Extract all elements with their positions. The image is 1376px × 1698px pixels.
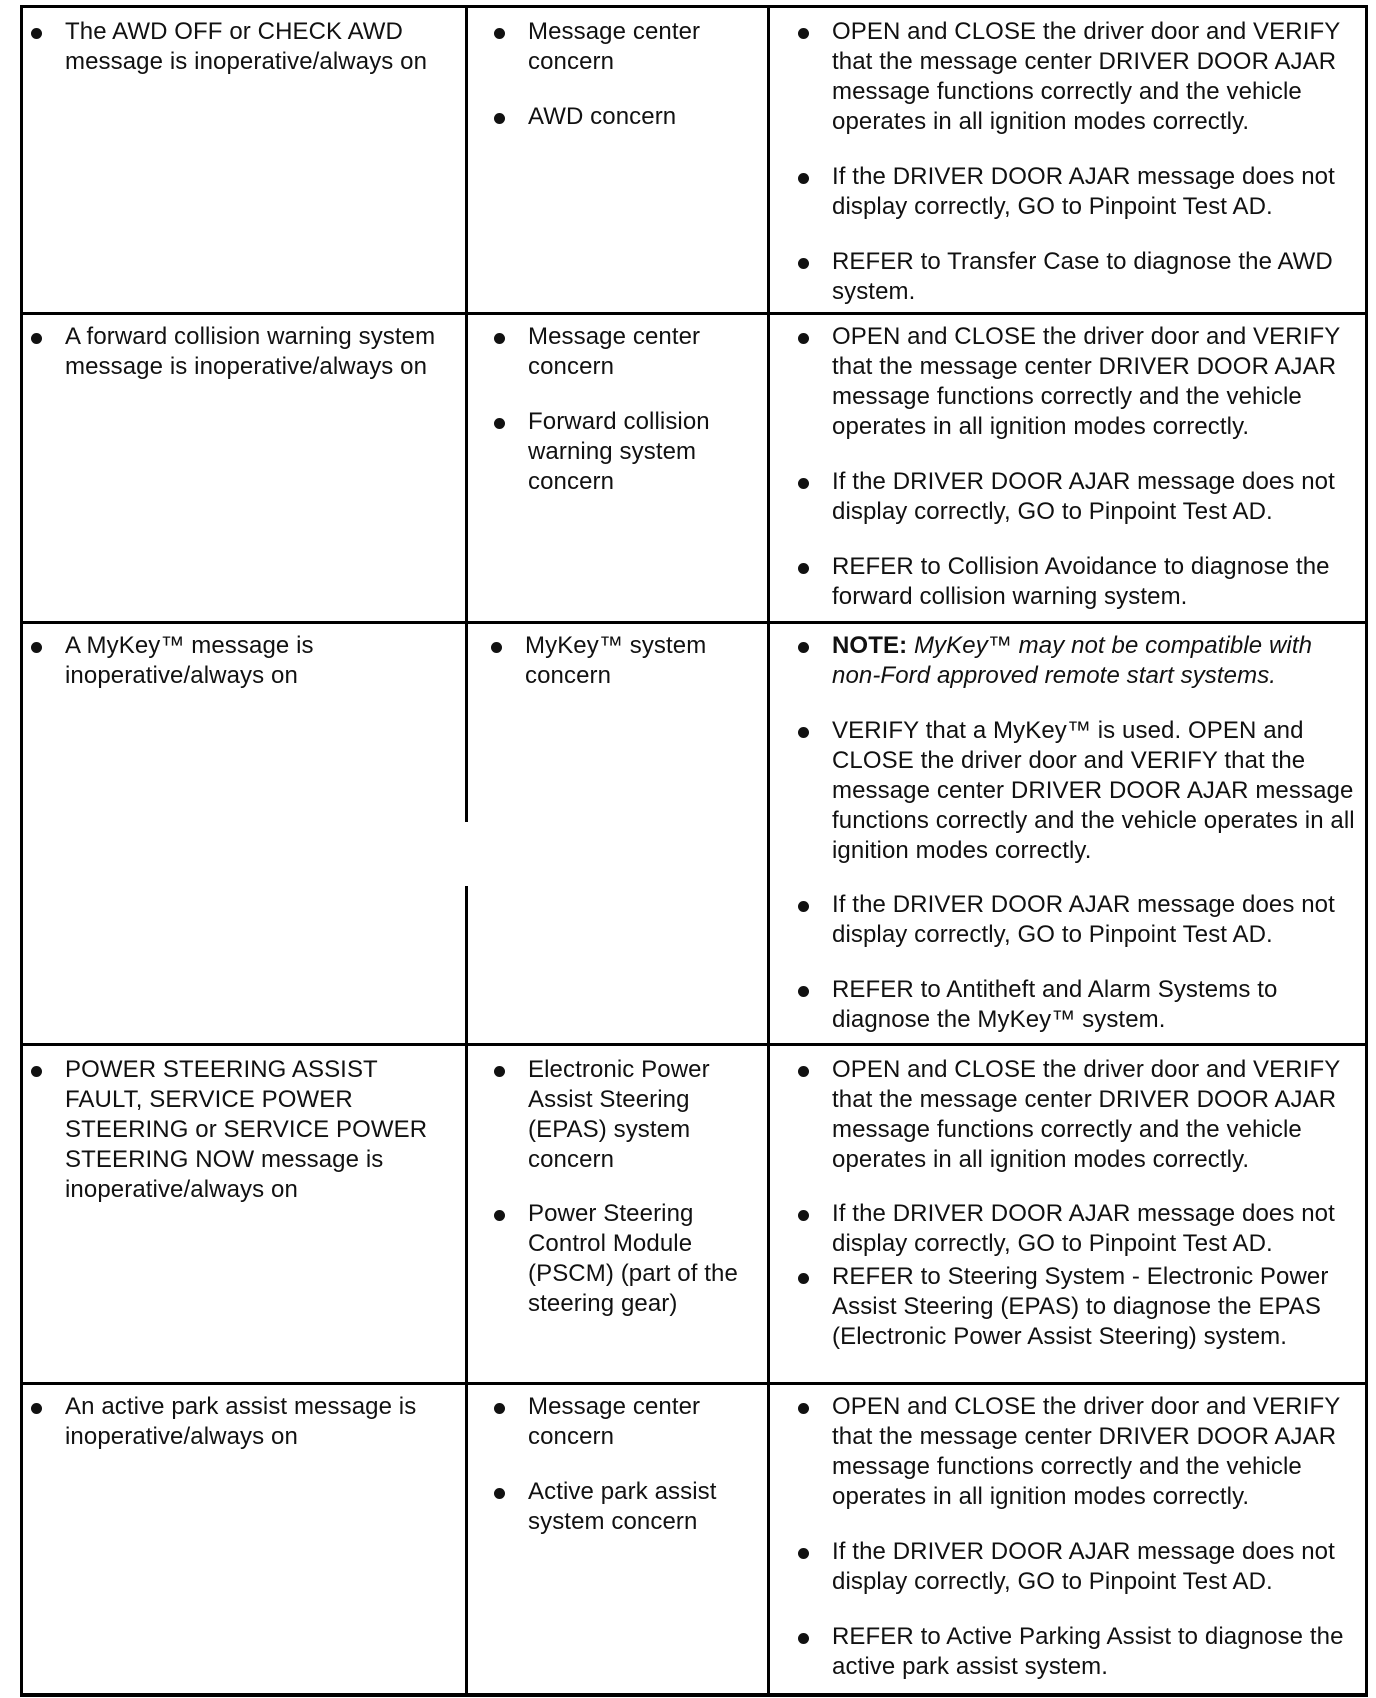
- list-item: A MyKey™ message is inoperative/always on: [65, 631, 460, 691]
- bullet-icon: [798, 333, 809, 344]
- list-item: POWER STEERING ASSIST FAULT, SERVICE POWER STEERING or SERVICE POWER STEERING NOW message is inoperative/always on: [65, 1055, 445, 1205]
- list-item: MyKey™ system concern: [525, 631, 760, 691]
- list-item: If the DRIVER DOOR AJAR message does not display correctly, GO to Pinpoint Test AD.: [832, 162, 1362, 222]
- condition-cell: [20, 624, 465, 1043]
- bullet-icon: [494, 28, 505, 39]
- action-cell: [767, 624, 1368, 1043]
- list-item: Electronic Power Assist Steering (EPAS) system concern: [528, 1055, 728, 1175]
- list-item: If the DRIVER DOOR AJAR message does not display correctly, GO to Pinpoint Test AD.: [832, 467, 1362, 527]
- bullet-icon: [798, 1066, 809, 1077]
- list-item: OPEN and CLOSE the driver door and VERIFY that the message center DRIVER DOOR AJAR message functions correctly and the vehicle operates in all ignition modes correctly.: [832, 17, 1362, 137]
- bullet-icon: [798, 28, 809, 39]
- column-divider: [465, 624, 468, 822]
- bullet-icon: [494, 1488, 505, 1499]
- list-item: Message center concern: [528, 1392, 763, 1452]
- bullet-icon: [798, 563, 809, 574]
- list-item: If the DRIVER DOOR AJAR message does not display correctly, GO to Pinpoint Test AD.: [832, 890, 1362, 950]
- list-item: REFER to Transfer Case to diagnose the AWD system.: [832, 247, 1362, 307]
- list-item: VERIFY that a MyKey™ is used. OPEN and CLOSE the driver door and VERIFY that the message center DRIVER DOOR AJAR message functions correctly and the vehicle operates in all ignition modes correctly.: [832, 716, 1362, 866]
- column-divider: [465, 886, 468, 1046]
- condition-cell: [20, 315, 465, 621]
- bullet-icon: [494, 418, 505, 429]
- note-label: NOTE:: [832, 632, 908, 659]
- list-item: REFER to Active Parking Assist to diagnose the active park assist system.: [832, 1622, 1362, 1682]
- bullet-icon: [798, 173, 809, 184]
- action-cell: [767, 315, 1368, 621]
- bullet-icon: [31, 642, 42, 653]
- diagnostic-table: [20, 0, 1368, 1697]
- bullet-icon: [31, 1403, 42, 1414]
- bullet-icon: [798, 1210, 809, 1221]
- bullet-icon: [494, 113, 505, 124]
- bullet-icon: [494, 1210, 505, 1221]
- list-item: OPEN and CLOSE the driver door and VERIFY that the message center DRIVER DOOR AJAR message functions correctly and the vehicle operates in all ignition modes correctly.: [832, 322, 1362, 442]
- bullet-icon: [494, 1066, 505, 1077]
- list-item: If the DRIVER DOOR AJAR message does not display correctly, GO to Pinpoint Test AD.: [832, 1537, 1362, 1597]
- bullet-icon: [798, 258, 809, 269]
- condition-cell: [20, 1385, 465, 1693]
- bullet-icon: [798, 901, 809, 912]
- list-item: A forward collision warning system message is inoperative/always on: [65, 322, 460, 382]
- list-item: REFER to Steering System - Electronic Power Assist Steering (EPAS) to diagnose the EPAS (Electronic Power Assist Steering) system.: [832, 1262, 1362, 1352]
- bullet-icon: [798, 1633, 809, 1644]
- list-item: The AWD OFF or CHECK AWD message is inoperative/always on: [65, 17, 460, 77]
- cause-cell: [465, 1046, 767, 1382]
- list-item: If the DRIVER DOOR AJAR message does not display correctly, GO to Pinpoint Test AD.: [832, 1199, 1362, 1259]
- list-item: REFER to Collision Avoidance to diagnose the forward collision warning system.: [832, 552, 1362, 612]
- bullet-icon: [798, 727, 809, 738]
- list-item: AWD concern: [528, 102, 763, 132]
- list-item: OPEN and CLOSE the driver door and VERIFY that the message center DRIVER DOOR AJAR message functions correctly and the vehicle operates in all ignition modes correctly.: [832, 1392, 1362, 1512]
- list-item: Message center concern: [528, 322, 763, 382]
- cause-cell: [465, 315, 767, 621]
- cause-cell: [465, 624, 767, 1043]
- bullet-icon: [798, 642, 809, 653]
- bullet-icon: [31, 1066, 42, 1077]
- list-item: OPEN and CLOSE the driver door and VERIFY that the message center DRIVER DOOR AJAR message functions correctly and the vehicle operates in all ignition modes correctly.: [832, 1055, 1362, 1175]
- bullet-icon: [798, 986, 809, 997]
- action-cell: [767, 1385, 1368, 1693]
- bullet-icon: [31, 333, 42, 344]
- list-item: An active park assist message is inoperative/always on: [65, 1392, 460, 1452]
- list-item: Power Steering Control Module (PSCM) (part of the steering gear): [528, 1199, 753, 1319]
- list-item: Message center concern: [528, 17, 763, 77]
- note-text: MyKey™ may not be compatible with non-Ford approved remote start systems.: [832, 632, 1313, 689]
- bullet-icon: [494, 333, 505, 344]
- bullet-icon: [494, 1403, 505, 1414]
- note-item: [832, 631, 1362, 691]
- bullet-icon: [798, 1403, 809, 1414]
- cause-cell: [465, 1385, 767, 1693]
- list-item: Forward collision warning system concern: [528, 407, 763, 497]
- condition-cell: [20, 1046, 465, 1382]
- condition-cell: [20, 8, 465, 312]
- table-row: [20, 1385, 1368, 1697]
- bullet-icon: [798, 1548, 809, 1559]
- action-cell: [767, 1046, 1368, 1382]
- table-row: [20, 5, 1368, 315]
- action-cell: [767, 8, 1368, 312]
- bullet-icon: [491, 642, 502, 653]
- bullet-icon: [798, 1273, 809, 1284]
- bullet-icon: [31, 28, 42, 39]
- bullet-icon: [798, 478, 809, 489]
- table-row: [20, 624, 1368, 1046]
- list-item: REFER to Antitheft and Alarm Systems to diagnose the MyKey™ system.: [832, 975, 1362, 1035]
- table-row: [20, 1046, 1368, 1385]
- cause-cell: [465, 8, 767, 312]
- list-item: Active park assist system concern: [528, 1477, 738, 1537]
- table-row: [20, 315, 1368, 624]
